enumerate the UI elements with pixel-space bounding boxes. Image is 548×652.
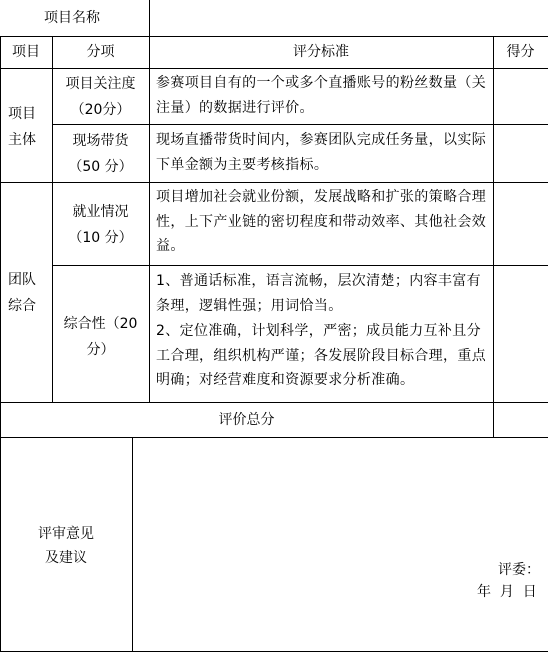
total-score-label: 评价总分 [218, 412, 275, 428]
header-score: 得分 [506, 44, 535, 60]
date-label: 年 月 日 [477, 584, 537, 600]
review-label-line-2: 及建议 [45, 550, 87, 566]
rule-h-5 [52, 265, 548, 266]
criteria-comprehensive-2: 2、定位准确，计划科学，严密；成员能力互补且分工合理，组织机构严谨；各发展阶段目标合理，重点明确；对经营难度和资源要求分析准确。 [156, 323, 487, 388]
group-subject-line-1: 项目 [8, 106, 36, 122]
rule-v-criteria [149, 36, 150, 403]
sub-item-employment-line-2: （10 分） [68, 230, 133, 246]
project-name-label: 项目名称 [44, 10, 100, 26]
rule-h-4 [0, 182, 548, 183]
rule-v-score [493, 36, 494, 438]
judge-label: 评委： [498, 562, 540, 578]
header-sub-item: 分项 [86, 44, 115, 60]
criteria-sales: 现场直播带货时间内，参赛团队完成任务量，以实际下单金额为主要考核指标。 [156, 132, 487, 173]
criteria-attention: 参赛项目自有的一个或多个直播账号的粉丝数量（关注量）的数据进行评价。 [156, 75, 487, 116]
sub-item-attention-line-1: 项目关注度 [65, 76, 136, 92]
criteria-employment: 项目增加社会就业份额，发展战略和扩张的策略合理性，上下产业链的密切程度和带动效率、其他社会效益。 [156, 189, 487, 254]
group-subject-line-2: 主体 [8, 132, 36, 148]
rule-h-6 [0, 402, 548, 403]
review-label-line-1: 评审意见 [38, 526, 94, 542]
sub-item-attention-line-2: （20分） [70, 102, 131, 118]
header-criteria: 评分标准 [293, 44, 349, 60]
sub-item-employment-line-1: 就业情况 [72, 204, 129, 220]
sub-item-comprehensive-line-2: 分） [86, 342, 115, 358]
rule-h-2 [0, 68, 548, 69]
sub-item-sales-line-2: （50 分） [68, 159, 133, 175]
rule-v-review [132, 437, 133, 652]
group-team-line-1: 团队 [8, 272, 36, 288]
header-item: 项目 [12, 44, 40, 60]
group-team-line-2: 综合 [8, 298, 36, 314]
rule-h-1 [0, 36, 548, 37]
criteria-comprehensive-1: 1、普通话标准，语言流畅，层次清楚；内容丰富有条理，逻辑性强；用词恰当。 [156, 273, 481, 314]
rule-h-3 [52, 124, 548, 125]
rule-v-name [149, 0, 150, 37]
sub-item-sales-line-1: 现场带货 [72, 133, 129, 149]
sub-item-comprehensive-line-1: 综合性（20 [63, 316, 138, 332]
rule-h-7 [0, 437, 548, 438]
